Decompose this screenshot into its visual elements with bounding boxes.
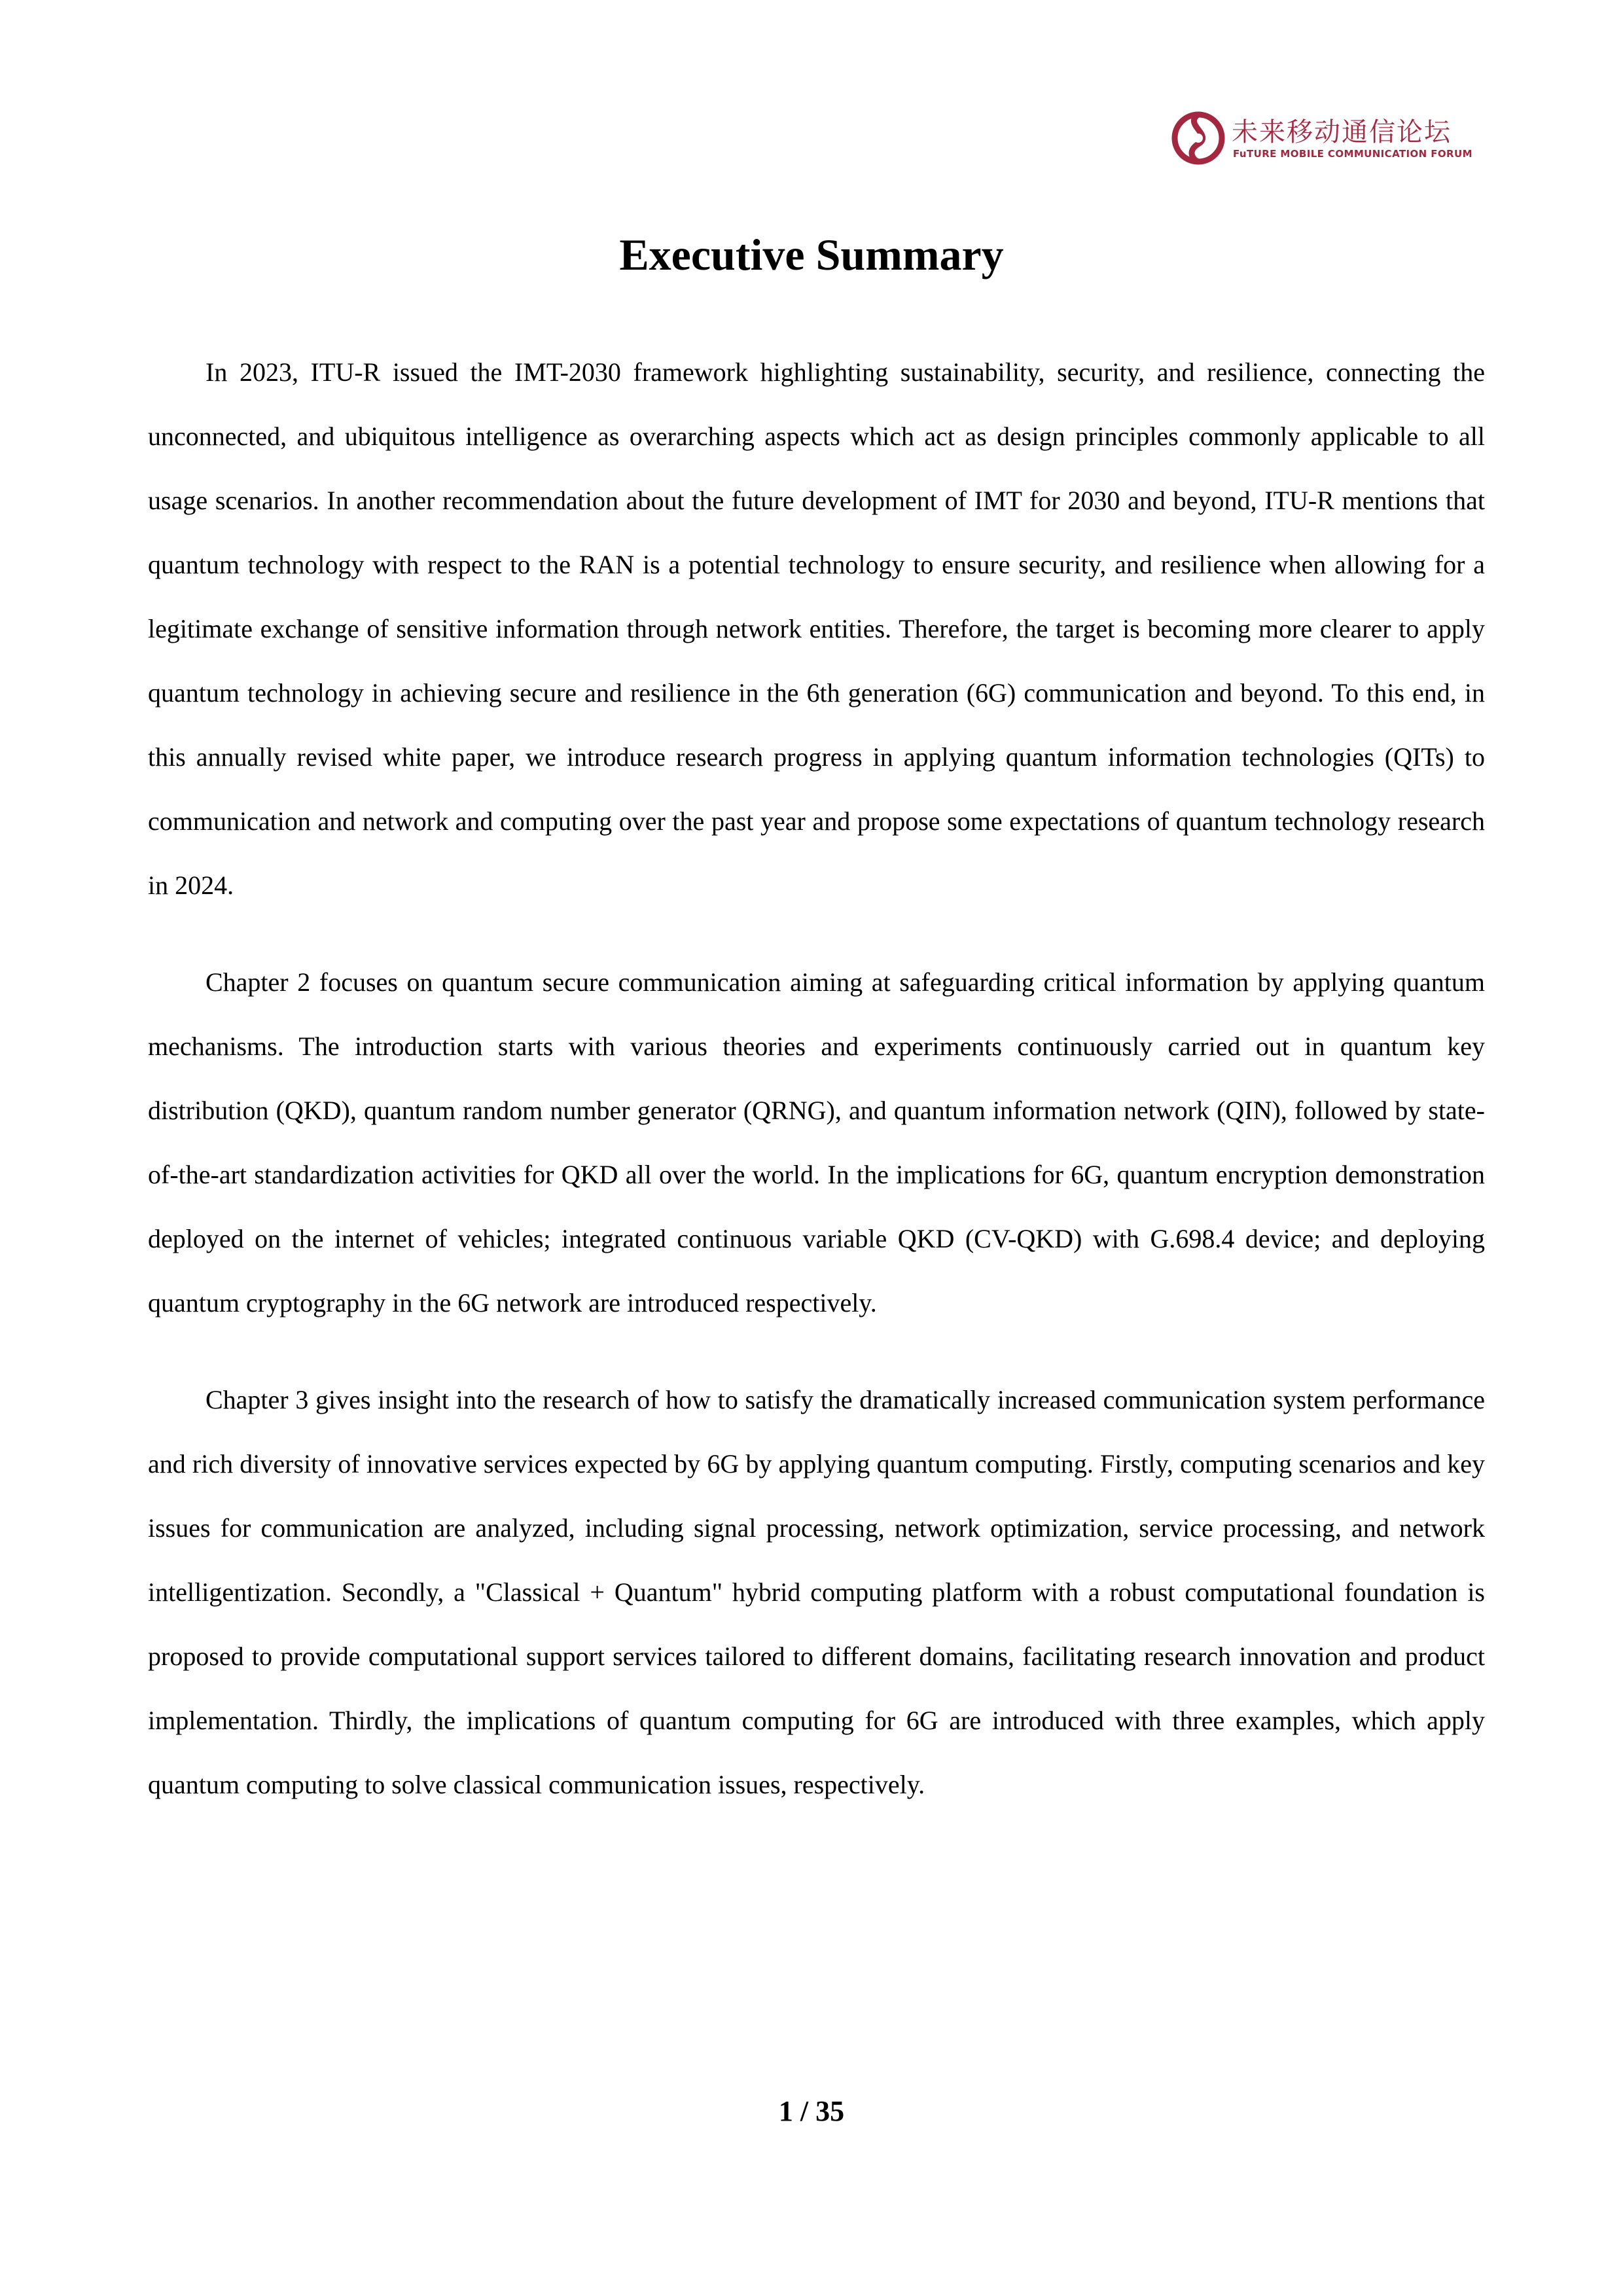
paragraph-chapter-2: Chapter 2 focuses on quantum secure communication aiming at safeguarding critical information by applying quantum mechanisms. The introduction starts with various theories and experiments continuously carried out in quantum key distribution (QKD), quantum random number generator (QRNG), and quantum information network (QIN), followed by state-of-the-art standardization activities for QKD all over the world. In the implications for 6G, quantum encryption demonstration deployed on the internet of vehicles; integrated continuous variable QKD (CV-QKD) with G.698.4 device; and deploying quantum cryptography in the 6G network are introduced respectively. [148, 967, 1485, 1318]
forum-logo [1170, 110, 1472, 166]
paragraph-chapter-3: Chapter 3 gives insight into the research of how to satisfy the dramatically increased communication system performance and rich diversity of innovative services expected by 6G by applying quantum computing. Firstly, computing scenarios and key issues for communication are analyzed, including signal processing, network optimization, service processing, and network intelligentization. Secondly, a "Classical + Quantum" hybrid computing platform with a robust computational foundation is proposed to provide computational support services tailored to different domains, facilitating research innovation and product implementation. Thirdly, the implications of quantum computing for 6G are introduced with three examples, which apply quantum computing to solve classical communication issues, respectively. [148, 1385, 1485, 1799]
page-number: 1 / 35 [778, 2095, 845, 2127]
paragraph-intro: In 2023, ITU-R issued the IMT-2030 framework highlighting sustainability, security, and resilience, connecting the unconnected, and ubiquitous intelligence as overarching aspects which act as design principles commonly applicable to all usage scenarios. In another recommendation about the future development of IMT for 2030 and beyond, ITU-R mentions that quantum technology with respect to the RAN is a potential technology to ensure security, and resilience when allowing for a legitimate exchange of sensitive information through network entities. Therefore, the target is becoming more clearer to apply quantum technology in achieving secure and resilience in the 6th generation (6G) communication and beyond. To this end, in this annually revised white paper, we introduce research progress in applying quantum information technologies (QITs) to communication and network and computing over the past year and propose some expectations of quantum technology research in 2024. [148, 357, 1485, 900]
forum-swirl-logo-icon [1170, 110, 1226, 166]
logo-english-text: FuTURE MOBILE COMMUNICATION FORUM [1233, 148, 1472, 160]
logo-chinese-text: 未来移动通信论坛 [1232, 117, 1452, 147]
summary-body [148, 340, 1485, 1850]
page-title: Executive Summary [619, 230, 1004, 279]
